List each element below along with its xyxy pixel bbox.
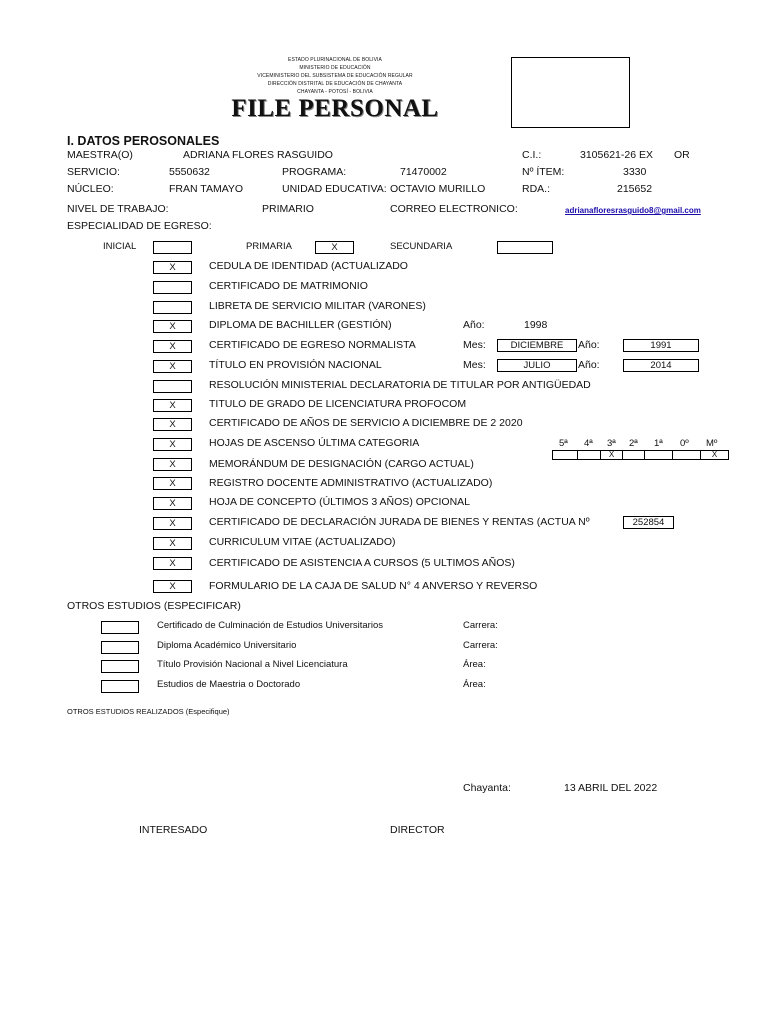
doc-checkbox-4[interactable]: X <box>153 320 192 333</box>
footer-date: 13 ABRIL DEL 2022 <box>564 782 658 794</box>
header-line-1: ESTADO PLURINACIONAL DE BOLIVIA <box>288 57 382 63</box>
grade-label-2: 2ª <box>629 438 638 449</box>
doc-checkbox-14[interactable]: X <box>153 517 192 530</box>
grade-cell-5[interactable] <box>552 450 578 460</box>
doc-label-12: REGISTRO DOCENTE ADMINISTRATIVO (ACTUALIZADO) <box>209 477 493 489</box>
otros-field-1: Carrera: <box>463 620 498 631</box>
doc-checkbox-8[interactable]: X <box>153 399 192 412</box>
doc-label-9: CERTIFICADO DE AÑOS DE SERVICIO A DICIEMBRE DE 2 2020 <box>209 417 523 429</box>
signature-interesado: INTERESADO <box>139 824 208 836</box>
nivel-label: NIVEL DE TRABAJO: <box>67 203 169 215</box>
page-title: FILE PERSONAL <box>231 95 439 122</box>
otros-label-2: Diploma Académico Universitario <box>157 640 297 651</box>
doc-checkbox-3[interactable] <box>153 301 192 314</box>
ci-suffix: OR <box>674 149 690 161</box>
correo-label: CORREO ELECTRONICO: <box>390 203 518 215</box>
rda-label: RDA.: <box>522 183 551 195</box>
doc-checkbox-7[interactable] <box>153 380 192 393</box>
rda-value: 215652 <box>617 183 653 195</box>
grade-cell-1[interactable] <box>644 450 673 460</box>
doc-checkbox-5[interactable]: X <box>153 340 192 353</box>
inicial-checkbox[interactable] <box>153 241 192 254</box>
normalista-mes-label: Mes: <box>463 339 486 351</box>
grade-label-3: 3ª <box>607 438 616 449</box>
doc-checkbox-16[interactable]: X <box>153 557 192 570</box>
grade-label-1: 1ª <box>654 438 663 449</box>
doc-label-14: CERTIFICADO DE DECLARACIÓN JURADA DE BIENES Y RENTAS (ACTUA Nº <box>209 516 590 528</box>
servicio-value: 5550632 <box>169 166 210 178</box>
correo-value[interactable]: adrianafloresrasguido8@gmail.com <box>565 206 701 215</box>
doc-label-3: LIBRETA DE SERVICIO MILITAR (VARONES) <box>209 300 426 312</box>
doc-checkbox-6[interactable]: X <box>153 360 192 373</box>
ue-value: OCTAVIO MURILLO <box>390 183 486 195</box>
nucleo-label: NÚCLEO: <box>67 183 114 195</box>
otros-label-4: Estudios de Maestria o Doctorado <box>157 679 301 690</box>
grade-cell-2[interactable] <box>622 450 645 460</box>
doc-label-13: HOJA DE CONCEPTO (ÚLTIMOS 3 AÑOS) OPCIONAL <box>209 496 470 508</box>
especialidad-label: ESPECIALIDAD DE EGRESO: <box>67 220 212 232</box>
doc-label-7: RESOLUCIÓN MINISTERIAL DECLARATORIA DE TITULAR POR ANTIGÜEDAD <box>209 379 591 391</box>
provision-anio-label: Año: <box>578 359 600 371</box>
grade-label-5: 5ª <box>559 438 568 449</box>
doc-checkbox-2[interactable] <box>153 281 192 294</box>
secundaria-label: SECUNDARIA <box>390 241 453 252</box>
otros-realizados-label: OTROS ESTUDIOS REALIZADOS (Especifique) <box>67 707 230 716</box>
bachiller-anio-label: Año: <box>463 319 485 331</box>
header-line-4: DIRECCIÓN DISTRITAL DE EDUCACIÓN DE CHAYANTA <box>267 81 403 87</box>
grade-label-m: Mº <box>706 438 718 449</box>
doc-label-16: CERTIFICADO DE ASISTENCIA A CURSOS (5 ULTIMOS AÑOS) <box>209 557 515 569</box>
signature-director: DIRECTOR <box>390 824 445 836</box>
grade-label-4: 4ª <box>584 438 593 449</box>
nucleo-value: FRAN TAMAYO <box>169 183 244 195</box>
programa-value: 71470002 <box>400 166 447 178</box>
doc-checkbox-10[interactable]: X <box>153 438 192 451</box>
footer-place: Chayanta: <box>463 782 511 794</box>
doc-label-15: CURRICULUM VITAE (ACTUALIZADO) <box>209 536 396 548</box>
otros-checkbox-4[interactable] <box>101 680 139 693</box>
doc-checkbox-13[interactable]: X <box>153 497 192 510</box>
provision-mes-field[interactable]: JULIO <box>497 359 577 372</box>
doc-checkbox-11[interactable]: X <box>153 458 192 471</box>
doc-checkbox-1[interactable]: X <box>153 261 192 274</box>
ue-label: UNIDAD EDUCATIVA: <box>282 183 387 195</box>
grade-cell-3[interactable]: X <box>600 450 623 460</box>
otros-checkbox-2[interactable] <box>101 641 139 654</box>
otros-field-3: Área: <box>463 659 486 670</box>
servicio-label: SERVICIO: <box>67 166 120 178</box>
grade-cell-4[interactable] <box>577 450 601 460</box>
bachiller-anio-value: 1998 <box>524 319 548 331</box>
programa-label: PROGRAMA: <box>282 166 347 178</box>
otros-field-4: Área: <box>463 679 486 690</box>
doc-checkbox-12[interactable]: X <box>153 477 192 490</box>
doc-label-11: MEMORÁNDUM DE DESIGNACIÓN (CARGO ACTUAL) <box>209 458 474 470</box>
grade-label-0: 0º <box>680 438 689 449</box>
primaria-label: PRIMARIA <box>246 241 292 252</box>
grade-cell-0[interactable] <box>672 450 701 460</box>
doc-label-2: CERTIFICADO DE MATRIMONIO <box>209 280 368 292</box>
ci-value: 3105621-26 EX <box>580 149 653 161</box>
doc-label-5: CERTIFICADO DE EGRESO NORMALISTA <box>209 339 416 351</box>
doc-label-17: FORMULARIO DE LA CAJA DE SALUD N° 4 ANVERSO Y REVERSO <box>209 580 538 592</box>
provision-mes-label: Mes: <box>463 359 486 371</box>
otros-checkbox-1[interactable] <box>101 621 139 634</box>
normalista-anio-field[interactable]: 1991 <box>623 339 699 352</box>
ci-label: C.I.: <box>522 149 542 161</box>
inicial-label: INICIAL <box>103 241 137 252</box>
doc-checkbox-15[interactable]: X <box>153 537 192 550</box>
provision-anio-field[interactable]: 2014 <box>623 359 699 372</box>
otros-heading: OTROS ESTUDIOS (ESPECIFICAR) <box>67 600 241 612</box>
item-label: Nº ÍTEM: <box>522 166 565 178</box>
otros-field-2: Carrera: <box>463 640 498 651</box>
doc-label-10: HOJAS DE ASCENSO ÚLTIMA CATEGORIA <box>209 437 420 449</box>
declaracion-nro-field[interactable]: 252854 <box>623 516 674 529</box>
otros-label-1: Certificado de Culminación de Estudios Universitarios <box>157 620 383 631</box>
secundaria-checkbox[interactable] <box>497 241 553 254</box>
primaria-checkbox[interactable]: X <box>315 241 354 254</box>
doc-label-4: DIPLOMA DE BACHILLER (GESTIÓN) <box>209 319 392 331</box>
doc-label-8: TITULO DE GRADO DE LICENCIATURA PROFOCOM <box>209 398 467 410</box>
otros-checkbox-3[interactable] <box>101 660 139 673</box>
header-line-2: MINISTERIO DE EDUCACIÓN <box>299 65 371 71</box>
header-line-3: VICEMINISTERIO DEL SUBSISTEMA DE EDUCACIÓN REGULAR <box>257 73 413 79</box>
doc-label-1: CEDULA DE IDENTIDAD (ACTUALIZADO <box>209 260 408 272</box>
item-value: 3330 <box>623 166 647 178</box>
maestra-label: MAESTRA(O) <box>67 149 133 161</box>
otros-label-3: Título Provisión Nacional a Nivel Licenciatura <box>157 659 348 670</box>
normalista-mes-field[interactable]: DICIEMBRE <box>497 339 577 352</box>
nivel-value: PRIMARIO <box>262 203 314 215</box>
doc-checkbox-9[interactable]: X <box>153 418 192 431</box>
normalista-anio-label: Año: <box>578 339 600 351</box>
header-line-5: CHAYANTA - POTOSÍ - BOLIVIA <box>297 89 373 95</box>
grade-cell-m[interactable]: X <box>700 450 729 460</box>
doc-checkbox-17[interactable]: X <box>153 580 192 593</box>
section-heading: I. DATOS PEROSONALES <box>67 134 220 148</box>
maestra-value: ADRIANA FLORES RASGUIDO <box>183 149 333 161</box>
photo-box <box>511 57 630 128</box>
doc-label-6: TÍTULO EN PROVISIÓN NACIONAL <box>209 359 382 371</box>
